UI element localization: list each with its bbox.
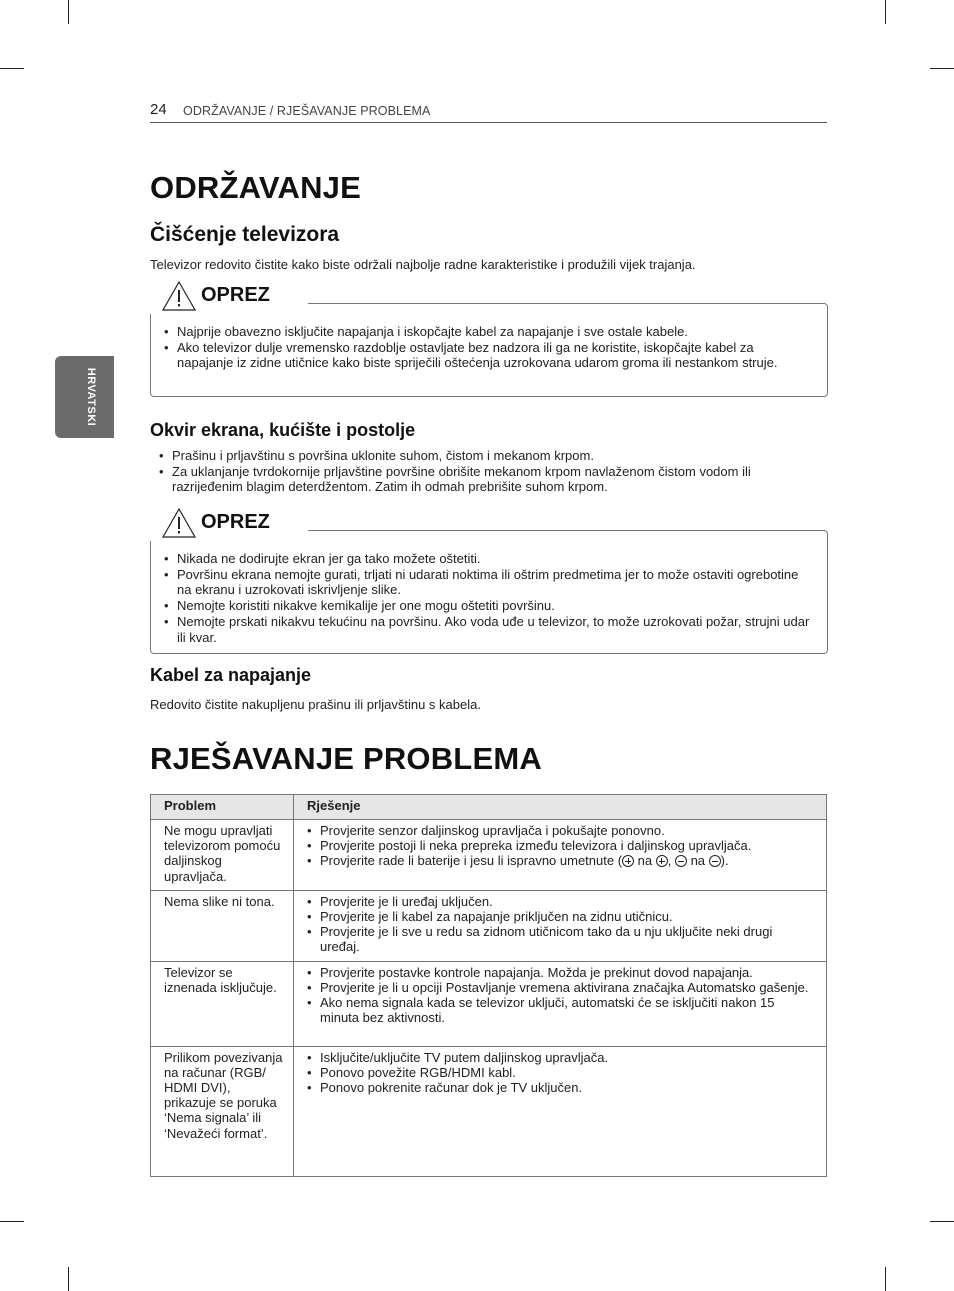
table-row bbox=[151, 820, 827, 891]
running-header bbox=[150, 101, 827, 123]
list-item: • Provjerite je li u opciji Postavljanje vremena aktivirana značajka Automatsko gašenje. bbox=[306, 980, 814, 995]
heading-power-cable: Kabel za napajanje bbox=[150, 665, 312, 685]
battery-text-mid: na bbox=[634, 853, 656, 869]
caution-box-cleaning bbox=[150, 284, 828, 397]
heading-cleaning-tv: Čišćenje televizora bbox=[150, 223, 340, 246]
caution-header bbox=[148, 507, 308, 541]
list-item: • Ako nema signala kada se televizor uključi, automatski će se isključiti nakon 15 minuta bez aktivnosti. bbox=[306, 995, 814, 1025]
battery-text-mid: na bbox=[686, 853, 709, 869]
list-item: • Provjerite je li uređaj uključen. bbox=[306, 894, 814, 909]
caution-list bbox=[163, 324, 813, 371]
solution-cell bbox=[294, 961, 827, 1046]
solution-list bbox=[306, 823, 814, 869]
solution-cell bbox=[294, 890, 827, 961]
problem-cell: Prilikom povezivanja na računar (RGB/ HDMI DVI), prikazuje se poruka ‘Nema signala’ ili ‘Nevažeći format’. bbox=[151, 1046, 294, 1176]
plus-terminal-icon bbox=[656, 855, 668, 867]
power-cable-text: Redovito čistite nakupljenu prašinu ili prljavštinu s kabela. bbox=[150, 697, 481, 712]
crop-mark bbox=[885, 1267, 886, 1291]
solution-cell bbox=[294, 1046, 827, 1176]
warning-triangle-icon bbox=[161, 507, 197, 539]
list-item: • Provjerite senzor daljinskog upravljača i pokušajte ponovno. bbox=[306, 823, 814, 838]
solution-list bbox=[306, 1050, 814, 1096]
caution-item: • Površinu ekrana nemojte gurati, trljati ni udarati noktima ili oštrim predmetima jer to može ostaviti ogrebotine na ekranu i uzrokovati iskrivljenje slike. bbox=[163, 567, 813, 598]
solution-list bbox=[306, 965, 814, 1026]
caution-box-screen bbox=[150, 511, 828, 654]
problem-cell: Ne mogu upravljati televizorom pomoću daljinskog upravljača. bbox=[151, 820, 294, 891]
caution-item: • Nemojte prskati nikakvu tekućinu na površinu. Ako voda uđe u televizor, to može uzrokovati požar, strujni udar ili kvar. bbox=[163, 614, 813, 645]
battery-text-prefix: Provjerite rade li baterije i jesu li ispravno umetnute ( bbox=[320, 853, 623, 869]
list-item: • Isključite/uključite TV putem daljinskog upravljača. bbox=[306, 1050, 814, 1065]
list-item: • Prašinu i prljavštinu s površina uklonite suhom, čistom i mekanom krpom. bbox=[158, 448, 818, 464]
list-item: • Provjerite postavke kontrole napajanja. Možda je prekinut dovod napajanja. bbox=[306, 965, 814, 980]
list-item: • Provjerite postoji li neka prepreka između televizora i daljinskog upravljača. bbox=[306, 838, 814, 853]
language-side-tab-label: HRVATSKI bbox=[85, 367, 97, 427]
table-row bbox=[151, 890, 827, 961]
section-title-troubleshooting: RJEŠAVANJE PROBLEMA bbox=[150, 741, 542, 776]
list-item: • Provjerite je li sve u redu sa zidnom utičnicom tako da u nju uključite neki drugi uređaj. bbox=[306, 924, 814, 954]
list-item bbox=[306, 853, 814, 868]
caution-title: OPREZ bbox=[201, 511, 270, 533]
frame-cleaning-list bbox=[158, 448, 818, 495]
caution-item: • Ako televizor dulje vremensko razdoblje ostavljate bez nadzora ili ga ne koristite, iskopčajte kabel za napajanje iz zidne utičnice kako biste spriječili oštećenja uzrokovana udarom groma ili nestankom struje. bbox=[163, 340, 813, 371]
caution-header bbox=[148, 280, 308, 314]
section-title-maintenance: ODRŽAVANJE bbox=[150, 170, 361, 205]
problem-cell: Televizor se iznenada isključuje. bbox=[151, 961, 294, 1046]
list-item: • Provjerite je li kabel za napajanje priključen na zidnu utičnicu. bbox=[306, 909, 814, 924]
solution-list bbox=[306, 894, 814, 955]
caution-list bbox=[163, 551, 813, 645]
cleaning-intro: Televizor redovito čistite kako biste održali najbolje radne karakteristike i produžili vijek trajanja. bbox=[150, 257, 696, 272]
list-item: • Ponovo povežite RGB/HDMI kabl. bbox=[306, 1065, 814, 1080]
caution-item: • Nikada ne dodirujte ekran jer ga tako možete oštetiti. bbox=[163, 551, 813, 567]
table-row bbox=[151, 1046, 827, 1176]
plus-terminal-icon bbox=[622, 855, 634, 867]
battery-text-mid: , bbox=[667, 853, 675, 869]
page-number: 24 bbox=[150, 101, 167, 118]
caution-item: • Najprije obavezno isključite napajanja i iskopčajte kabel za napajanje i sve ostale kabele. bbox=[163, 324, 813, 340]
running-head-title: ODRŽAVANJE / RJEŠAVANJE PROBLEMA bbox=[183, 104, 431, 118]
crop-mark bbox=[930, 68, 954, 69]
crop-mark bbox=[930, 1221, 954, 1222]
crop-mark bbox=[0, 1221, 24, 1222]
frame-cleaning-list-wrap bbox=[158, 448, 818, 495]
crop-mark bbox=[68, 0, 69, 24]
list-item: • Za uklanjanje tvrdokornije prljavštine površine obrišite mekanom krpom navlaženom čistom vodom ili razrijeđenim blagim deterdžentom. Zatim ih odmah prebrišite suhom krpom. bbox=[158, 464, 818, 495]
troubleshooting-table bbox=[150, 794, 827, 1177]
list-item: • Ponovo pokrenite računar dok je TV uključen. bbox=[306, 1080, 814, 1095]
battery-text-suffix: ). bbox=[720, 853, 729, 869]
solution-cell bbox=[294, 820, 827, 891]
heading-screen-frame: Okvir ekrana, kućište i postolje bbox=[150, 420, 416, 440]
warning-triangle-icon bbox=[161, 280, 197, 312]
caution-title: OPREZ bbox=[201, 284, 270, 306]
minus-terminal-icon bbox=[709, 855, 721, 867]
table-row bbox=[151, 961, 827, 1046]
column-header-problem: Problem bbox=[151, 795, 294, 820]
crop-mark bbox=[885, 0, 886, 24]
caution-item: • Nemojte koristiti nikakve kemikalije jer one mogu oštetiti površinu. bbox=[163, 598, 813, 614]
minus-terminal-icon bbox=[675, 855, 687, 867]
column-header-solution: Rješenje bbox=[294, 795, 827, 820]
table-header-row bbox=[151, 795, 827, 820]
problem-cell: Nema slike ni tona. bbox=[151, 890, 294, 961]
crop-mark bbox=[0, 68, 24, 69]
crop-mark bbox=[68, 1267, 69, 1291]
